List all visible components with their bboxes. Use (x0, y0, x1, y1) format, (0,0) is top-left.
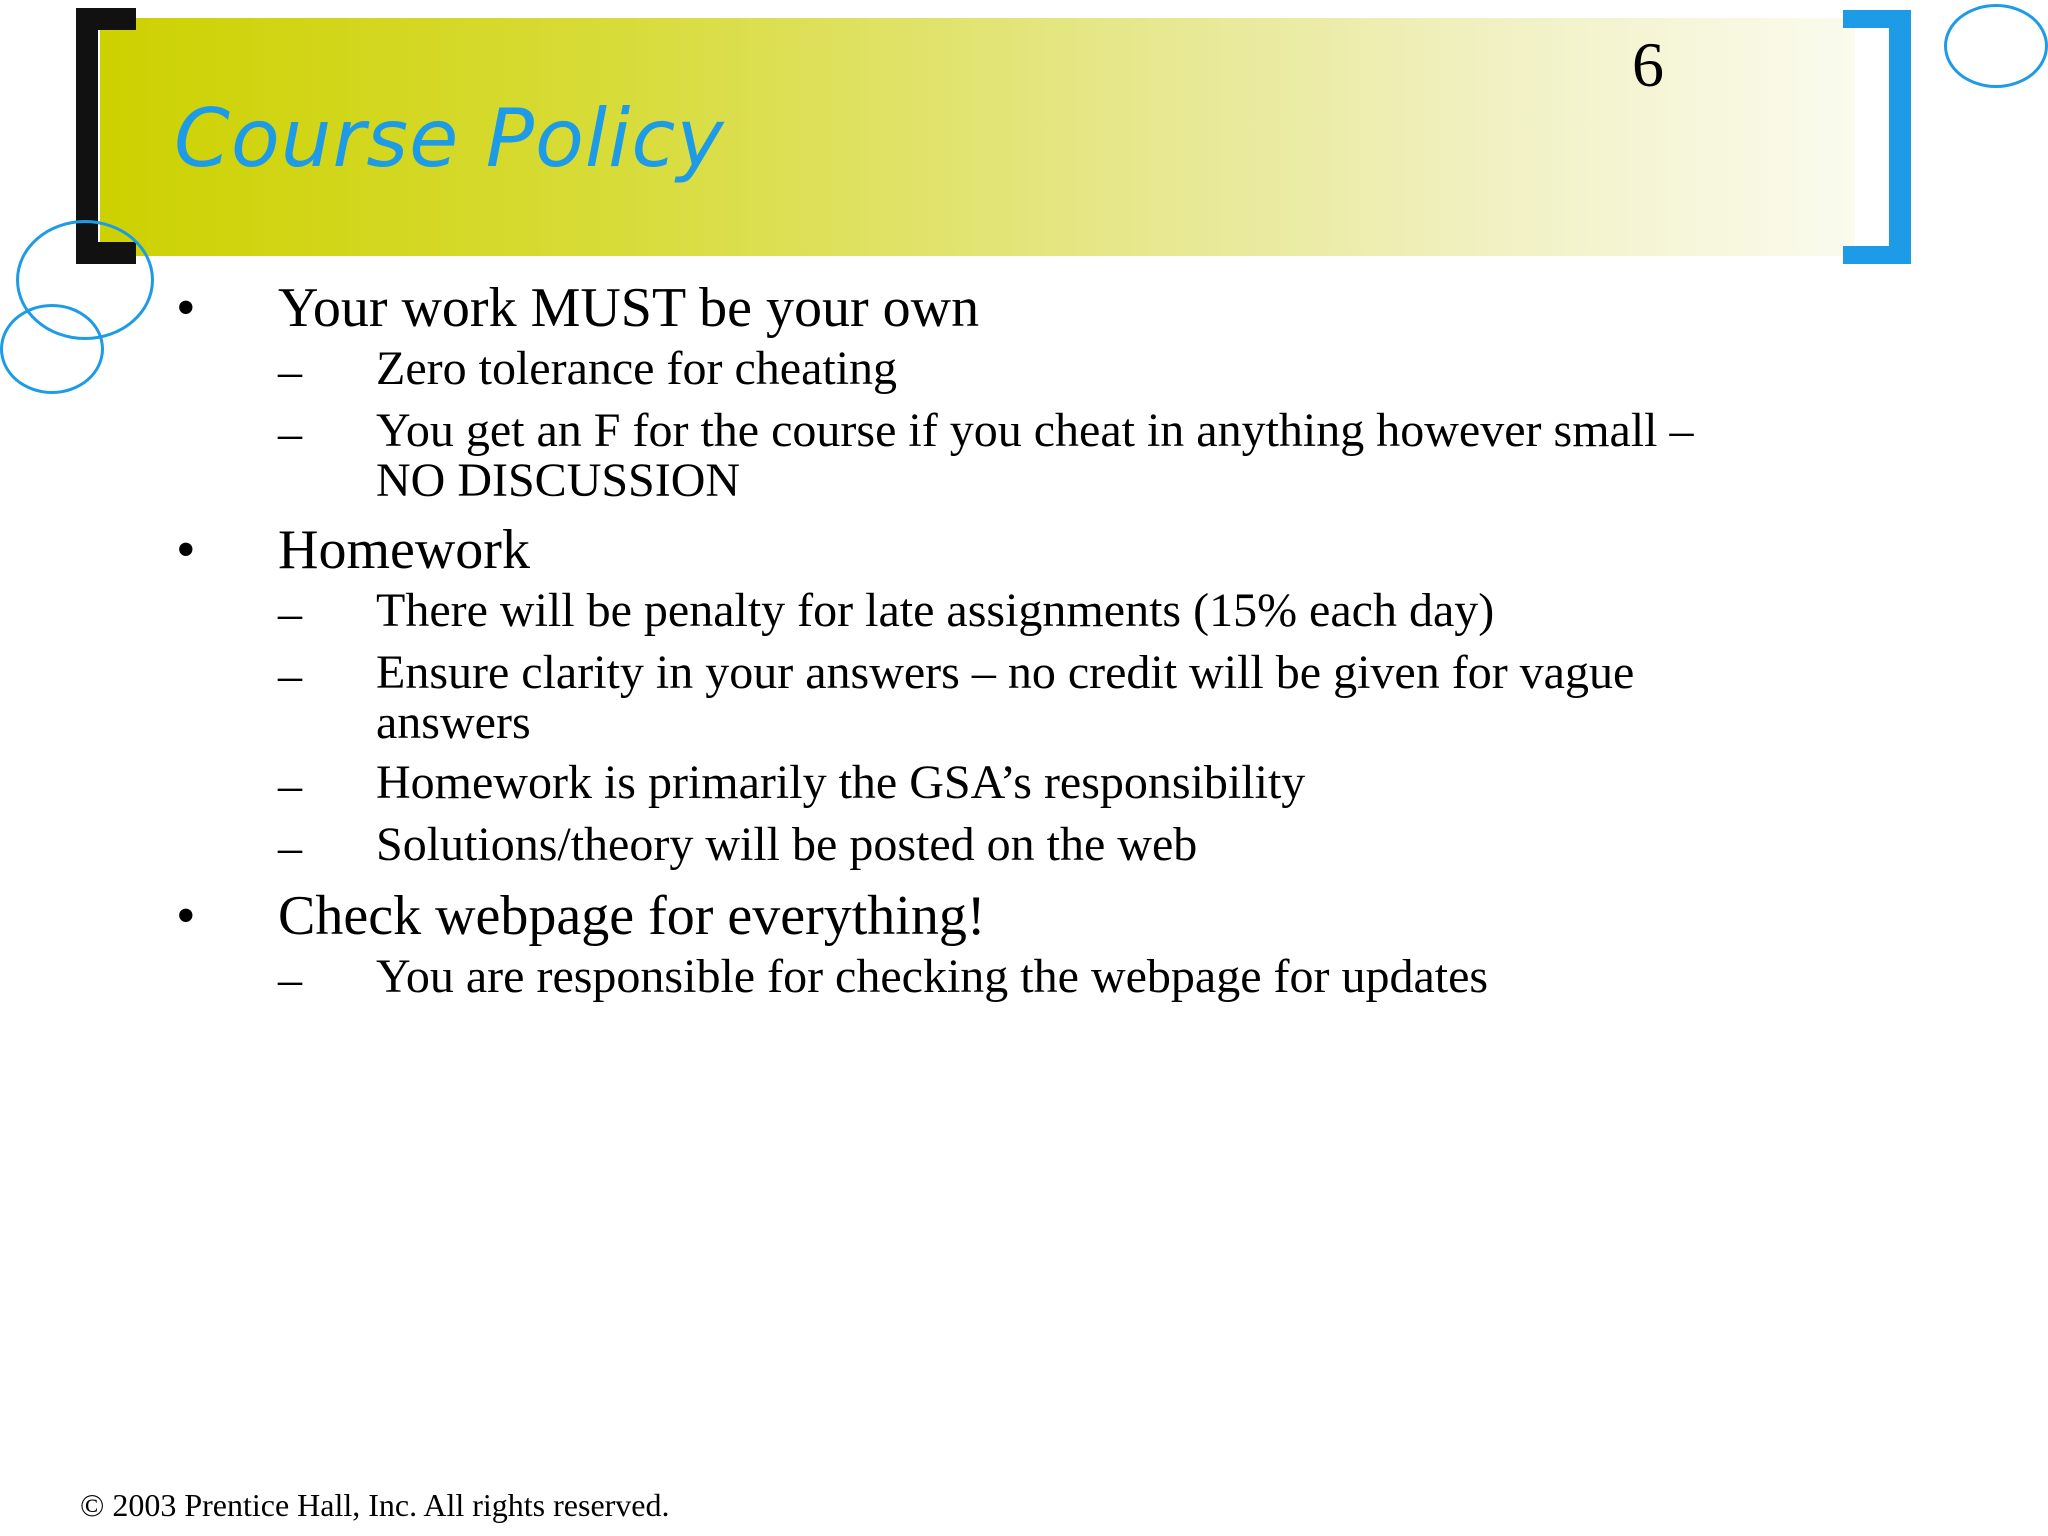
slide-number: 6 (1632, 29, 1664, 100)
sub-bullet-text-continued: answers (376, 696, 531, 749)
bullet-marker: • (176, 277, 196, 339)
copyright-footer: © 2003 Prentice Hall, Inc. All rights reserved. (80, 1487, 670, 1523)
sub-bullet-text: Solutions/theory will be posted on the web (376, 818, 1198, 871)
dash-marker: – (278, 953, 302, 1006)
bullet-marker: • (176, 885, 196, 947)
bullet-text: Homework (278, 519, 530, 581)
dash-marker: – (278, 759, 302, 812)
right-bracket-decoration (1843, 10, 1911, 264)
slide-title: Course Policy (174, 92, 725, 185)
bullet-marker: • (176, 519, 196, 581)
bullet-text: Check webpage for everything! (278, 885, 986, 947)
sub-bullet-text: Homework is primarily the GSA’s responsibility (376, 756, 1306, 809)
sub-bullet-text-continued: NO DISCUSSION (376, 454, 741, 507)
decorative-ring (0, 304, 104, 394)
sub-bullet-text: You are responsible for checking the webpage for updates (376, 950, 1489, 1003)
sub-bullet-text: Zero tolerance for cheating (376, 342, 898, 395)
bullet-text: Your work MUST be your own (278, 277, 980, 339)
dash-marker: – (278, 587, 302, 640)
sub-bullet-text: There will be penalty for late assignments (15% each day) (376, 584, 1495, 637)
dash-marker: – (278, 649, 302, 702)
dash-marker: – (278, 345, 302, 398)
dash-marker: – (278, 407, 302, 460)
decorative-ring (1944, 4, 2048, 88)
dash-marker: – (278, 821, 302, 874)
sub-bullet-text: Ensure clarity in your answers – no credit will be given for vague (376, 646, 1635, 699)
sub-bullet-text: You get an F for the course if you cheat in anything however small – (376, 404, 1694, 457)
